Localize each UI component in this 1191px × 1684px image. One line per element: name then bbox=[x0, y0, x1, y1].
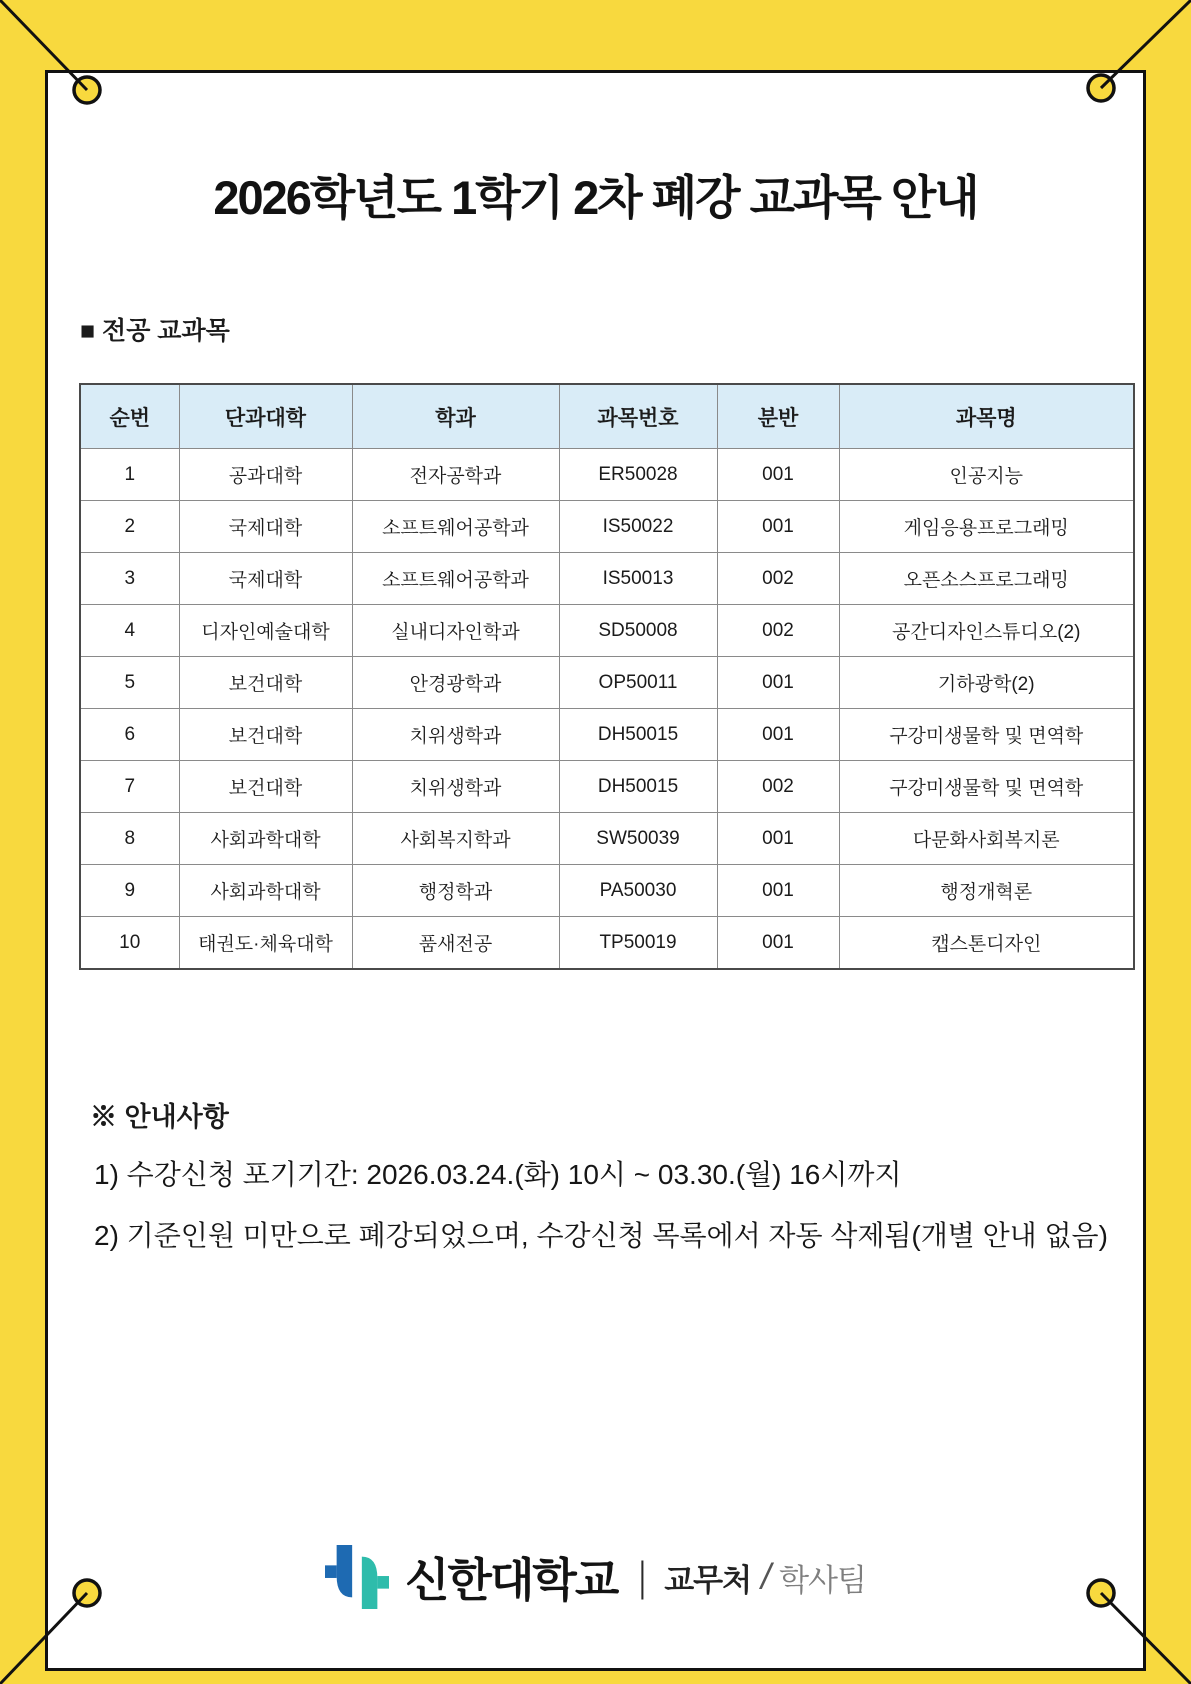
table-cell: 국제대학 bbox=[179, 553, 352, 605]
table-row bbox=[80, 917, 1134, 970]
university-logo-icon bbox=[325, 1543, 389, 1611]
table-row bbox=[80, 813, 1134, 865]
table-row bbox=[80, 553, 1134, 605]
table-cell: 태권도·체육대학 bbox=[179, 917, 352, 970]
table-cell: ER50028 bbox=[559, 449, 717, 501]
vertical-divider: | bbox=[639, 1553, 647, 1600]
table-cell: 치위생학과 bbox=[352, 709, 559, 761]
table-cell: 소프트웨어공학과 bbox=[352, 553, 559, 605]
table-cell: PA50030 bbox=[559, 865, 717, 917]
table-cell: 4 bbox=[80, 605, 179, 657]
table-cell: 사회복지학과 bbox=[352, 813, 559, 865]
table-cell: 9 bbox=[80, 865, 179, 917]
table-cell: OP50011 bbox=[559, 657, 717, 709]
table-cell: 사회과학대학 bbox=[179, 865, 352, 917]
table-cell: 6 bbox=[80, 709, 179, 761]
table-cell: 사회과학대학 bbox=[179, 813, 352, 865]
table-cell: 공간디자인스튜디오(2) bbox=[839, 605, 1134, 657]
table-cell: 국제대학 bbox=[179, 501, 352, 553]
column-header-name: 과목명 bbox=[839, 384, 1134, 449]
section-label-major-courses: ■ 전공 교과목 bbox=[80, 317, 230, 345]
table-cell: 행정개혁론 bbox=[839, 865, 1134, 917]
table-cell: DH50015 bbox=[559, 709, 717, 761]
table-cell: 구강미생물학 및 면역학 bbox=[839, 761, 1134, 813]
table-cell: 오픈소스프로그래밍 bbox=[839, 553, 1134, 605]
table-cell: SD50008 bbox=[559, 605, 717, 657]
cancelled-courses-table bbox=[79, 383, 1135, 970]
table-cell: 안경광학과 bbox=[352, 657, 559, 709]
table-cell: 보건대학 bbox=[179, 761, 352, 813]
slash-divider: / bbox=[761, 1556, 772, 1597]
table-cell: 게임응용프로그래밍 bbox=[839, 501, 1134, 553]
table-row bbox=[80, 501, 1134, 553]
footer-signature bbox=[48, 1543, 1143, 1611]
table-cell: 실내디자인학과 bbox=[352, 605, 559, 657]
table-cell: 품새전공 bbox=[352, 917, 559, 970]
table-cell: 001 bbox=[717, 813, 839, 865]
table-row bbox=[80, 709, 1134, 761]
table-cell: 소프트웨어공학과 bbox=[352, 501, 559, 553]
table-cell: 캡스톤디자인 bbox=[839, 917, 1134, 970]
notes-heading: ※ 안내사항 bbox=[90, 1102, 229, 1132]
table-cell: 8 bbox=[80, 813, 179, 865]
column-header-college: 단과대학 bbox=[179, 384, 352, 449]
table-cell: 다문화사회복지론 bbox=[839, 813, 1134, 865]
table-cell: 인공지능 bbox=[839, 449, 1134, 501]
table-cell: 2 bbox=[80, 501, 179, 553]
table-cell: 디자인예술대학 bbox=[179, 605, 352, 657]
table-cell: 전자공학과 bbox=[352, 449, 559, 501]
table-cell: 002 bbox=[717, 553, 839, 605]
department-name: 교무처 bbox=[664, 1562, 752, 1598]
column-header-dept: 학과 bbox=[352, 384, 559, 449]
table-cell: 5 bbox=[80, 657, 179, 709]
table-row bbox=[80, 449, 1134, 501]
column-header-no: 순번 bbox=[80, 384, 179, 449]
table-cell: 행정학과 bbox=[352, 865, 559, 917]
university-name: 신한대학교 bbox=[405, 1554, 618, 1606]
table-cell: 보건대학 bbox=[179, 657, 352, 709]
table-row bbox=[80, 761, 1134, 813]
table-cell: 001 bbox=[717, 709, 839, 761]
table-cell: 구강미생물학 및 면역학 bbox=[839, 709, 1134, 761]
table-row bbox=[80, 605, 1134, 657]
table-row bbox=[80, 657, 1134, 709]
page-title: 2026학년도 1학기 2차 폐강 교과목 안내 bbox=[213, 171, 978, 224]
note-item-2: 2) 기준인원 미만으로 폐강되었으며, 수강신청 목록에서 자동 삭제됨(개별 안내 없음) bbox=[94, 1220, 1108, 1251]
table-cell: IS50022 bbox=[559, 501, 717, 553]
table-cell: 7 bbox=[80, 761, 179, 813]
table-cell: 001 bbox=[717, 501, 839, 553]
note-item-1: 1) 수강신청 포기기간: 2026.03.24.(화) 10시 ~ 03.30.(월) 16시까지 bbox=[94, 1159, 902, 1190]
paper-sheet bbox=[45, 70, 1146, 1671]
table-cell: 10 bbox=[80, 917, 179, 970]
table-cell: 공과대학 bbox=[179, 449, 352, 501]
table-cell: 1 bbox=[80, 449, 179, 501]
table-header-row bbox=[80, 384, 1134, 449]
table-cell: TP50019 bbox=[559, 917, 717, 970]
table-cell: 3 bbox=[80, 553, 179, 605]
table-cell: IS50013 bbox=[559, 553, 717, 605]
table-cell: 001 bbox=[717, 865, 839, 917]
column-header-section: 분반 bbox=[717, 384, 839, 449]
column-header-code: 과목번호 bbox=[559, 384, 717, 449]
table-cell: DH50015 bbox=[559, 761, 717, 813]
table-cell: 001 bbox=[717, 657, 839, 709]
team-name: 학사팀 bbox=[779, 1562, 866, 1598]
table-cell: 002 bbox=[717, 761, 839, 813]
table-row bbox=[80, 865, 1134, 917]
table-cell: 001 bbox=[717, 449, 839, 501]
table-cell: SW50039 bbox=[559, 813, 717, 865]
table-cell: 기하광학(2) bbox=[839, 657, 1134, 709]
table-cell: 치위생학과 bbox=[352, 761, 559, 813]
table-cell: 보건대학 bbox=[179, 709, 352, 761]
table-cell: 002 bbox=[717, 605, 839, 657]
table-cell: 001 bbox=[717, 917, 839, 970]
